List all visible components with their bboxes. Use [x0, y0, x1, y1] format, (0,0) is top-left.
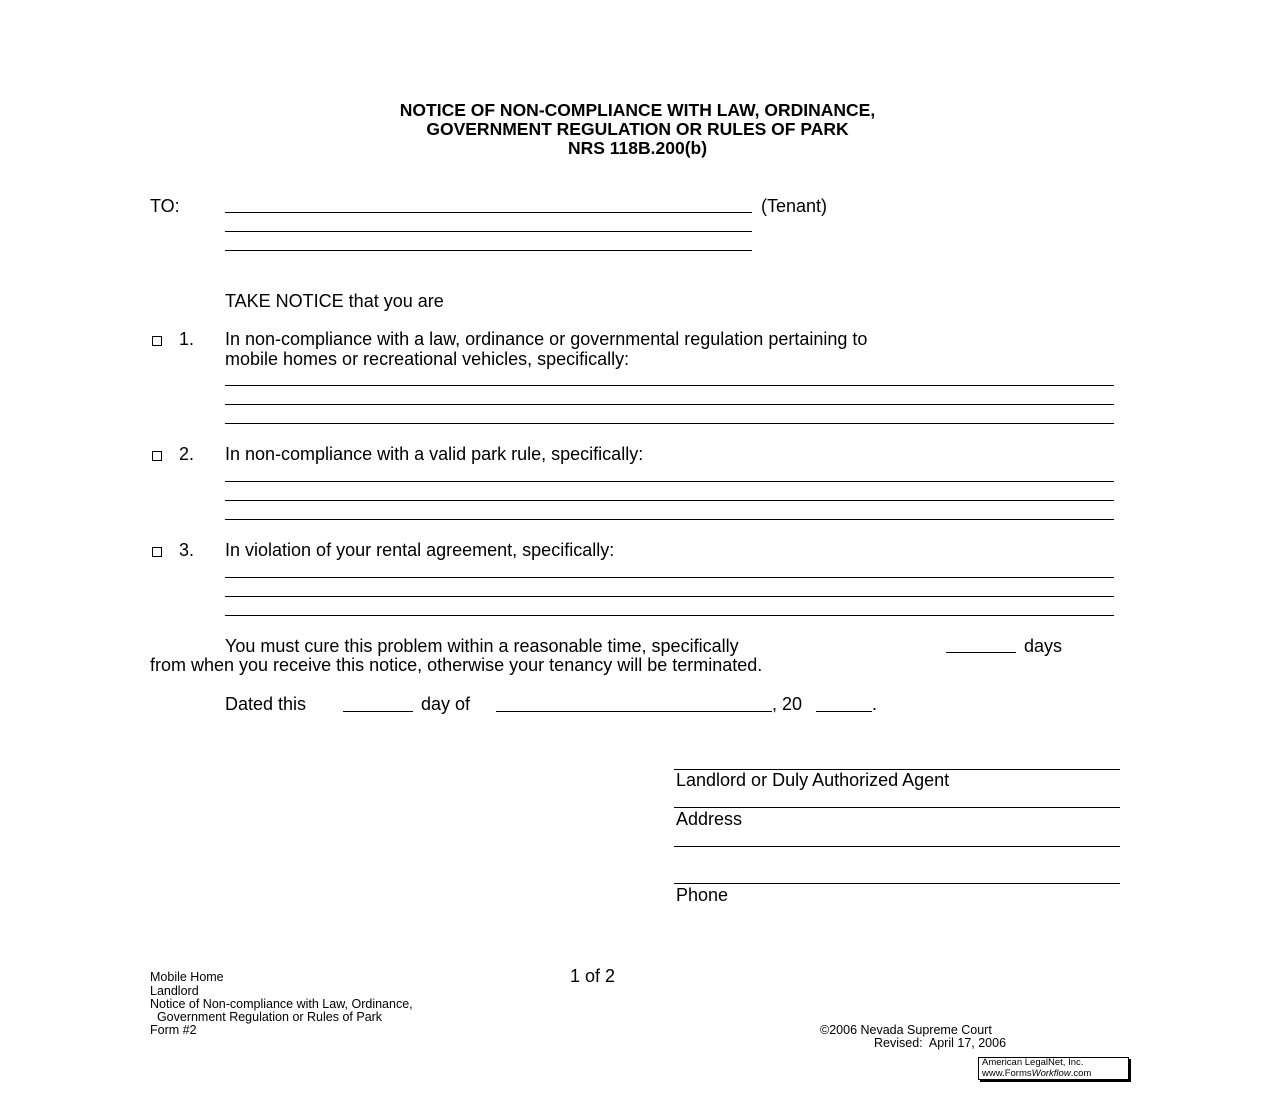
item-2-specifics-line-3[interactable]: [225, 519, 1114, 520]
item-1-checkbox[interactable]: [152, 336, 162, 346]
footer-line-3: Notice of Non-compliance with Law, Ordinance,: [150, 997, 413, 1011]
brand-line-1: American LegalNet, Inc.: [982, 1057, 1084, 1068]
dated-prefix: Dated this: [225, 694, 307, 714]
cure-days-blank[interactable]: [946, 652, 1016, 653]
take-notice-text: TAKE NOTICE that you are: [225, 291, 444, 311]
title-line-1: NOTICE OF NON-COMPLIANCE WITH LAW, ORDINANCE,: [399, 100, 876, 120]
title-line-3: NRS 118B.200(b): [567, 138, 708, 158]
item-3-specifics-line-2[interactable]: [225, 596, 1114, 597]
footer-line-5: Form #2: [150, 1023, 197, 1037]
dated-year-blank[interactable]: [816, 711, 872, 712]
to-label: TO:: [150, 196, 180, 216]
revised-date: Revised: April 17, 2006: [874, 1036, 1007, 1050]
dated-end: .: [872, 694, 878, 714]
tenant-address-line-2[interactable]: [225, 250, 752, 251]
item-3-specifics-line-3[interactable]: [225, 615, 1114, 616]
address-line-1[interactable]: [674, 807, 1120, 808]
brand-url-part-3: .com: [1070, 1067, 1092, 1079]
address-label: Address: [676, 809, 743, 829]
item-1-text-line-1: In non-compliance with a law, ordinance or governmental regulation pertaining to: [225, 329, 868, 349]
item-1-specifics-line-2[interactable]: [225, 404, 1114, 405]
item-2-specifics-line-2[interactable]: [225, 500, 1114, 501]
item-1-number: 1.: [179, 329, 195, 349]
dated-day-of: day of: [421, 694, 471, 714]
item-1-text-line-2: mobile homes or recreational vehicles, specifically:: [225, 349, 630, 369]
item-2-text: In non-compliance with a valid park rule, specifically:: [225, 444, 644, 464]
phone-line[interactable]: [674, 883, 1120, 884]
tenant-label: (Tenant): [761, 196, 828, 216]
item-3-specifics-line-1[interactable]: [225, 577, 1114, 578]
legalnet-brand-box[interactable]: [978, 1057, 1129, 1080]
item-2-checkbox[interactable]: [152, 451, 162, 461]
dated-month-blank[interactable]: [496, 711, 772, 712]
item-3-number: 3.: [179, 540, 195, 560]
brand-url-part-1: www.Forms: [982, 1067, 1032, 1079]
cure-text-line-1b: days: [1024, 636, 1063, 656]
footer-line-2: Landlord: [150, 984, 199, 998]
item-3-text: In violation of your rental agreement, specifically:: [225, 540, 615, 560]
item-2-number: 2.: [179, 444, 195, 464]
footer-line-1: Mobile Home: [150, 970, 224, 984]
cure-text-line-2: from when you receive this notice, otherwise your tenancy will be terminated.: [150, 655, 763, 675]
phone-label: Phone: [676, 885, 729, 905]
page-number: 1 of 2: [570, 966, 616, 986]
copyright: ©2006 Nevada Supreme Court: [820, 1023, 992, 1037]
tenant-name-line[interactable]: [225, 212, 752, 213]
item-3-checkbox[interactable]: [152, 547, 162, 557]
address-line-2[interactable]: [674, 846, 1120, 847]
item-1-specifics-line-3[interactable]: [225, 423, 1114, 424]
brand-url-part-2: Workflow: [1031, 1067, 1071, 1079]
tenant-address-line-1[interactable]: [225, 231, 752, 232]
item-1-specifics-line-1[interactable]: [225, 385, 1114, 386]
dated-year-prefix: , 20: [772, 694, 803, 714]
cure-text-line-1a: You must cure this problem within a reasonable time, specifically: [225, 636, 739, 656]
brand-line-2: [982, 1069, 1128, 1080]
agent-label: Landlord or Duly Authorized Agent: [676, 770, 950, 790]
footer-line-4: Government Regulation or Rules of Park: [150, 1010, 383, 1024]
item-2-specifics-line-1[interactable]: [225, 481, 1114, 482]
dated-day-blank[interactable]: [343, 711, 413, 712]
title-line-2: GOVERNMENT REGULATION OR RULES OF PARK: [426, 119, 849, 139]
